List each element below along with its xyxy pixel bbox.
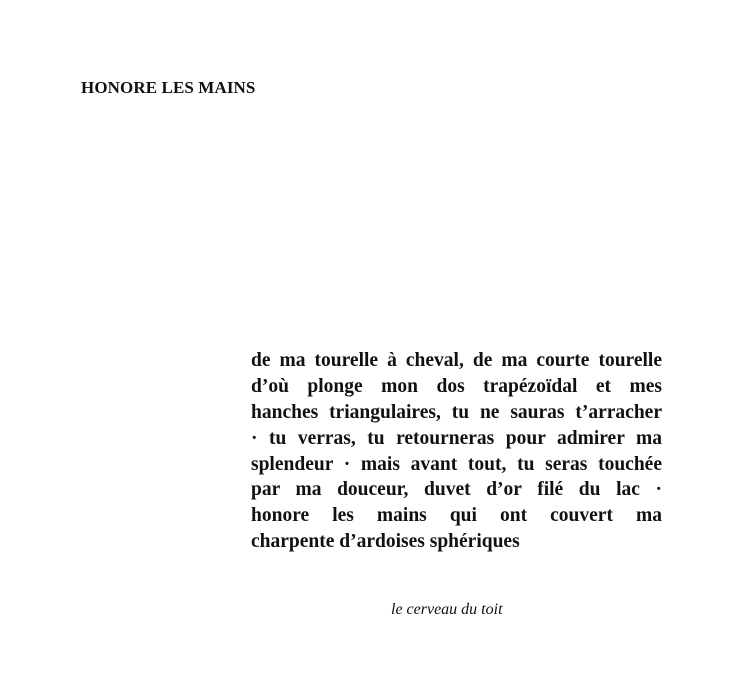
poem-title: HONORE LES MAINS	[81, 78, 256, 97]
poem-line: d’où plonge mon dos trapézoïdal et mes	[251, 375, 662, 397]
poem-line: charpente d’ardoises sphériques	[251, 531, 520, 553]
poem-line: de ma tourelle à cheval, de ma courte tourelle	[251, 350, 662, 371]
poem-body	[251, 348, 662, 555]
poem-line: honore les mains qui ont couvert ma	[251, 505, 662, 527]
poem-line: hanches triangulaires, tu ne sauras t’arracher	[251, 401, 662, 423]
poem-line: par ma douceur, duvet d’or filé du lac ·	[251, 479, 662, 501]
poem-line: · tu verras, tu retourneras pour admirer ma	[251, 427, 662, 449]
poem-line: splendeur · mais avant tout, tu seras touchée	[251, 453, 662, 475]
poem-signature: le cerveau du toit	[391, 601, 503, 618]
